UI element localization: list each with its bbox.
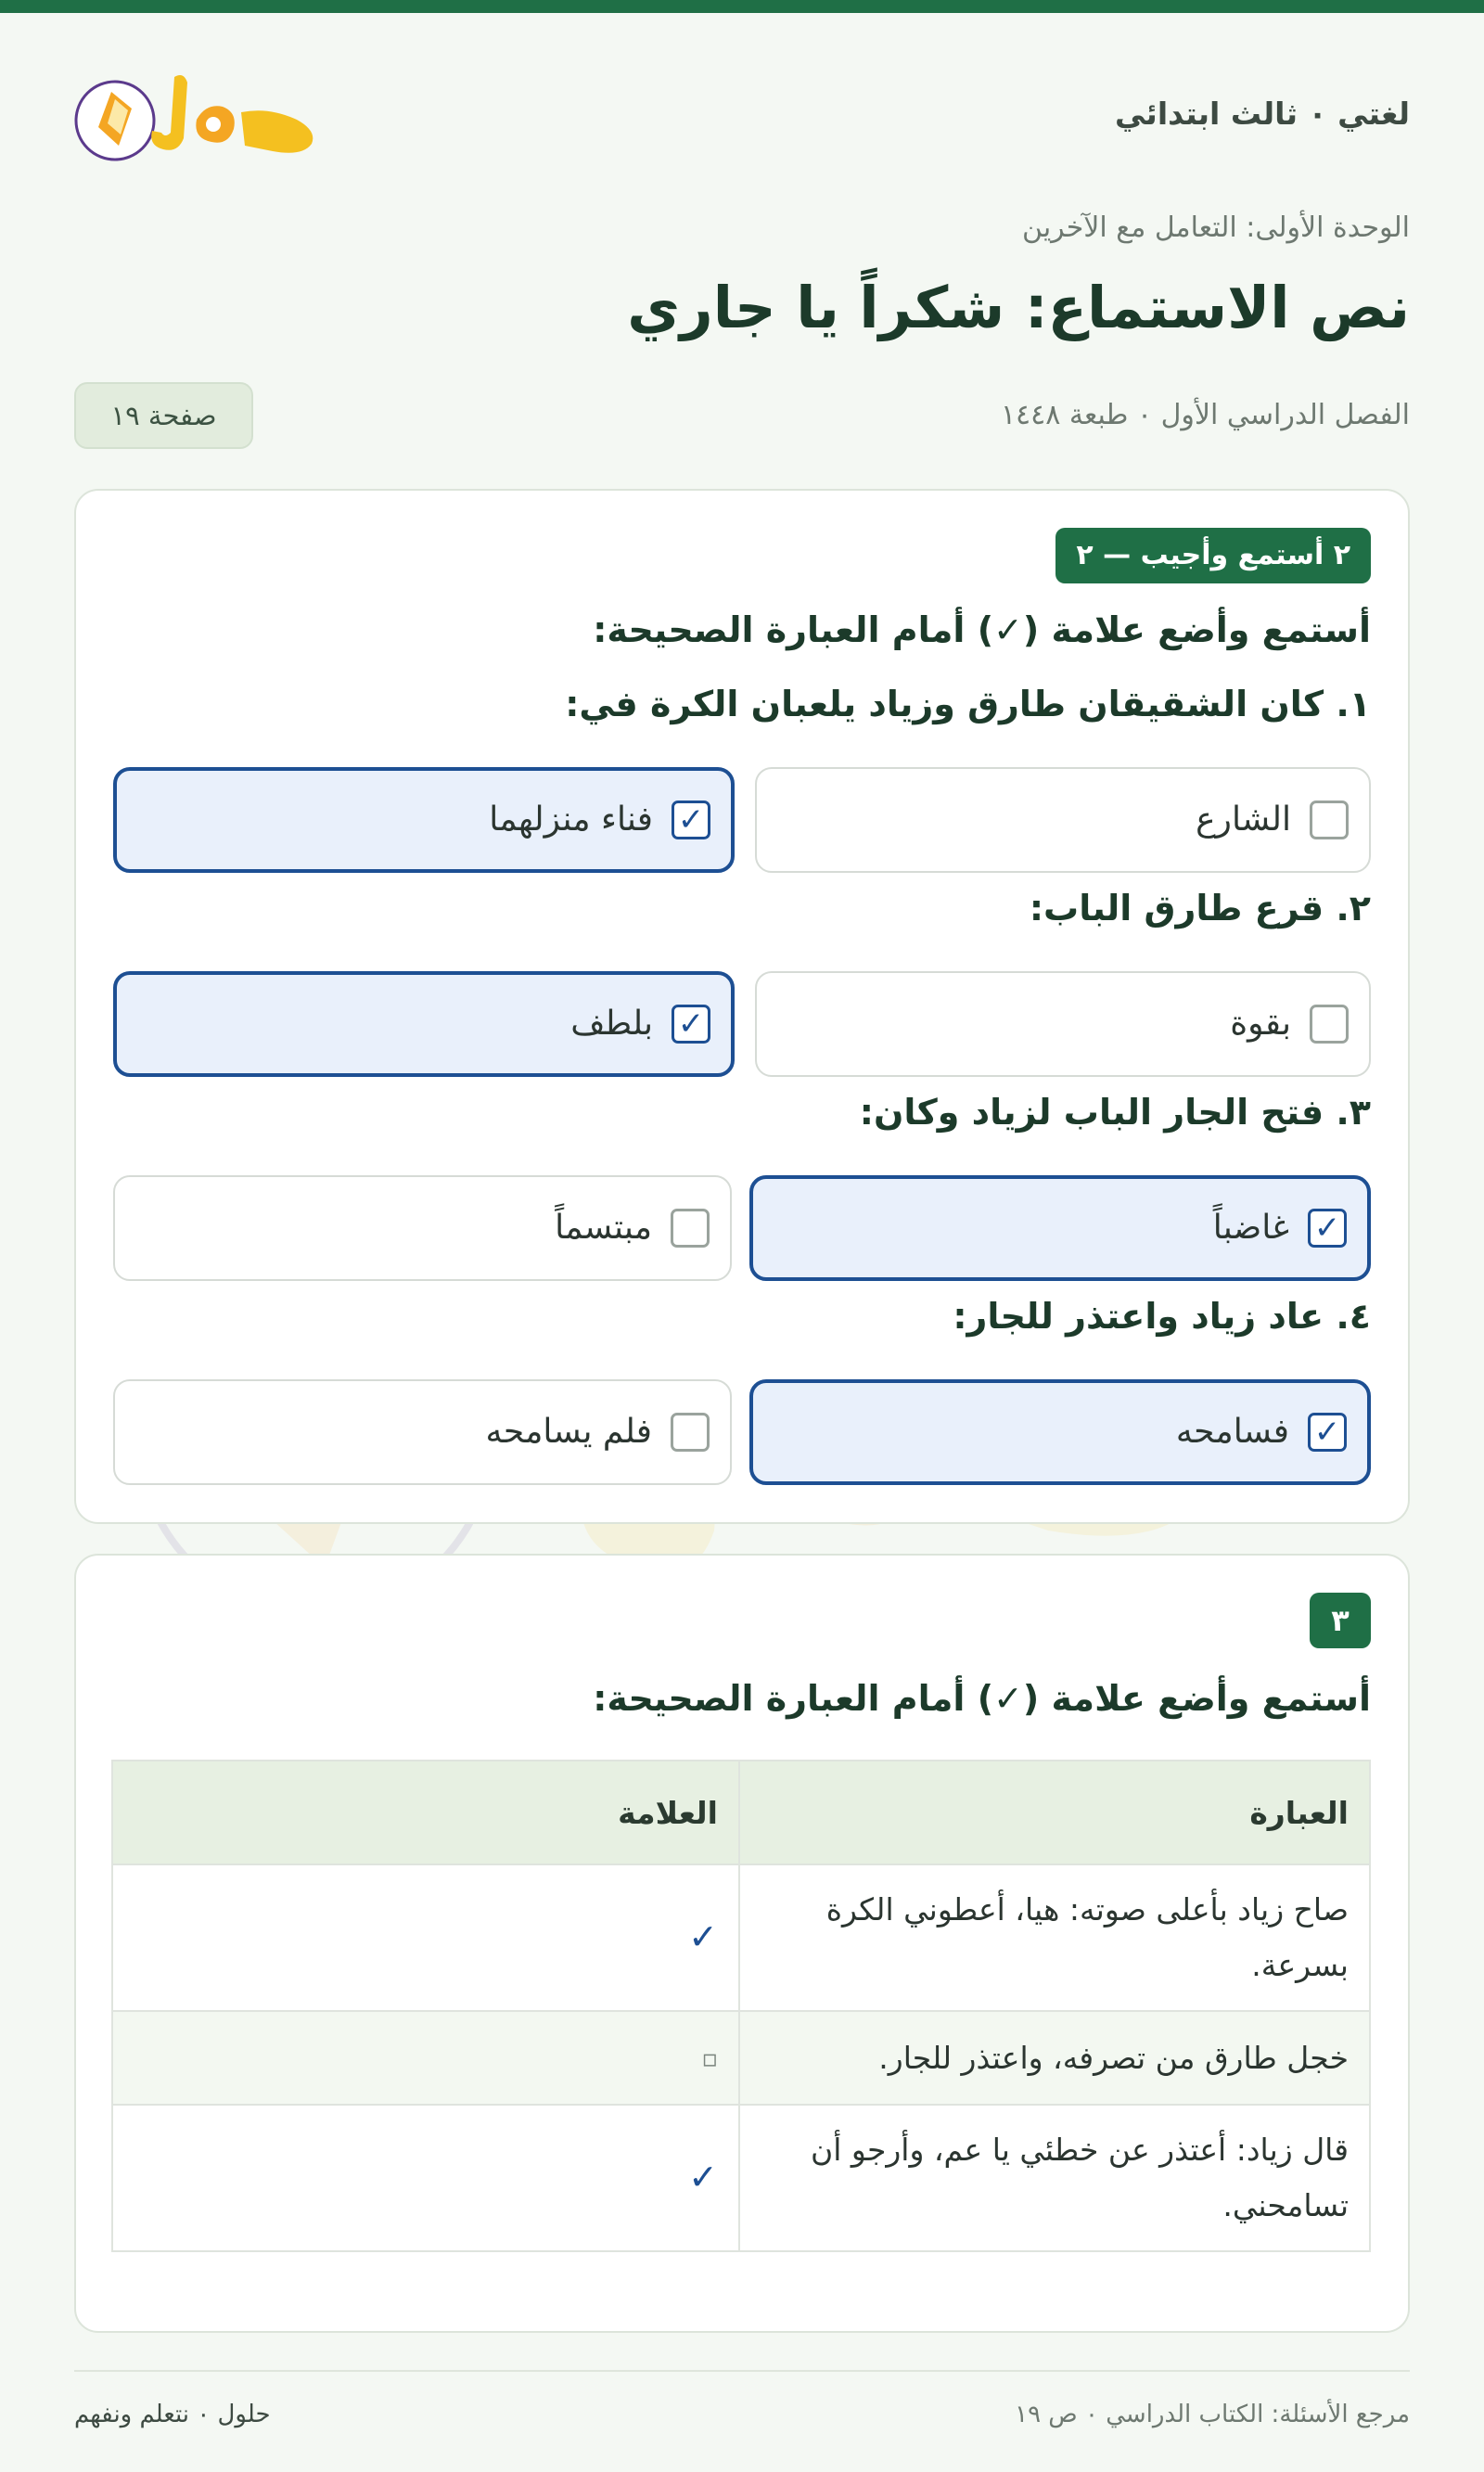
checkbox-checked[interactable]: ✓: [672, 1005, 710, 1044]
table-row: [112, 2105, 1370, 2251]
hulul-logo[interactable]: [74, 60, 334, 176]
section-badge: ٣: [1310, 1593, 1371, 1648]
mark-cell[interactable]: [112, 2105, 739, 2251]
question-1: ١. كان الشقيقان طارق وزياد يلعبان الكرة في:: [565, 684, 1371, 724]
semester-label: الفصل الدراسي الأول ٠ طبعة ١٤٤٨: [1000, 399, 1410, 431]
checkbox[interactable]: [671, 1209, 710, 1248]
page-title: نص الاستماع: شكراً يا جاري: [627, 274, 1410, 341]
statements-table: [111, 1760, 1371, 2252]
option-q4-forgave[interactable]: [749, 1379, 1371, 1485]
listening-questions-card: [74, 489, 1410, 1524]
footer-tagline: حلول ٠ نتعلم ونفهم: [74, 2401, 271, 2428]
option-label: غاضباً: [1212, 1209, 1289, 1247]
statement-cell: خجل طارق من تصرفه، واعتذر للجار.: [739, 2011, 1370, 2105]
option-q3-smiling[interactable]: [113, 1175, 732, 1281]
question-3: ٣. فتح الجار الباب لزياد وكان:: [859, 1092, 1371, 1133]
checkbox-checked[interactable]: ✓: [672, 801, 710, 839]
mark-cell[interactable]: [112, 1864, 739, 2011]
section-badge: ٢ أستمع وأجيب — ٢: [1055, 528, 1371, 583]
statement-cell: صاح زياد بأعلى صوته: هيا، أعطوني الكرة بسرعة.: [739, 1864, 1370, 2011]
check-icon: ✓: [688, 2157, 718, 2197]
statements-table-card: [74, 1554, 1410, 2333]
top-accent-bar: [0, 0, 1484, 13]
option-label: فلم يسامحه: [485, 1413, 652, 1451]
option-q2-strongly[interactable]: [755, 971, 1371, 1077]
option-q1-courtyard[interactable]: [113, 767, 735, 873]
checkbox[interactable]: [671, 1413, 710, 1452]
checkbox-checked[interactable]: ✓: [1308, 1413, 1347, 1452]
option-label: فناء منزلهما: [489, 801, 653, 839]
hulul-logo-icon: [74, 60, 334, 176]
option-label: فسامحه: [1175, 1413, 1289, 1451]
section-instruction: أستمع وأضع علامة (✓) أمام العبارة الصحيحة:: [593, 1678, 1371, 1719]
question-4: ٤. عاد زياد واعتذر للجار:: [953, 1296, 1371, 1337]
checkbox-checked[interactable]: ✓: [1308, 1209, 1347, 1248]
option-q1-street[interactable]: [755, 767, 1371, 873]
option-label: بقوة: [1230, 1005, 1291, 1043]
check-icon: ✓: [688, 1916, 718, 1957]
checkbox[interactable]: [1310, 801, 1349, 839]
subject-label: لغتي ٠ ثالث ابتدائي: [1115, 96, 1410, 132]
table-header-statement: العبارة: [739, 1761, 1370, 1864]
question-2: ٢. قرع طارق الباب:: [1029, 888, 1371, 929]
option-q4-not-forgave[interactable]: [113, 1379, 732, 1485]
option-label: بلطف: [570, 1005, 653, 1043]
option-label: مبتسماً: [555, 1209, 652, 1247]
option-q3-angry[interactable]: [749, 1175, 1371, 1281]
unit-label: الوحدة الأولى: التعامل مع الآخرين: [1021, 211, 1410, 244]
option-label: الشارع: [1196, 801, 1291, 839]
footer-divider: [74, 2370, 1410, 2372]
empty-box-icon: ▫: [701, 2045, 718, 2073]
option-q2-gently[interactable]: [113, 971, 735, 1077]
checkbox[interactable]: [1310, 1005, 1349, 1044]
page-number-chip: صفحة ١٩: [74, 382, 253, 449]
table-header-mark: العلامة: [112, 1761, 739, 1864]
statement-cell: قال زياد: أعتذر عن خطئي يا عم، وأرجو أن تسامحني.: [739, 2105, 1370, 2251]
table-row: [112, 2011, 1370, 2105]
page-header: [74, 60, 1410, 176]
table-row: [112, 1864, 1370, 2011]
mark-cell[interactable]: [112, 2011, 739, 2105]
footer-reference: مرجع الأسئلة: الكتاب الدراسي ٠ ص ١٩: [1015, 2401, 1410, 2428]
section-instruction: أستمع وأضع علامة (✓) أمام العبارة الصحيحة:: [593, 609, 1371, 650]
